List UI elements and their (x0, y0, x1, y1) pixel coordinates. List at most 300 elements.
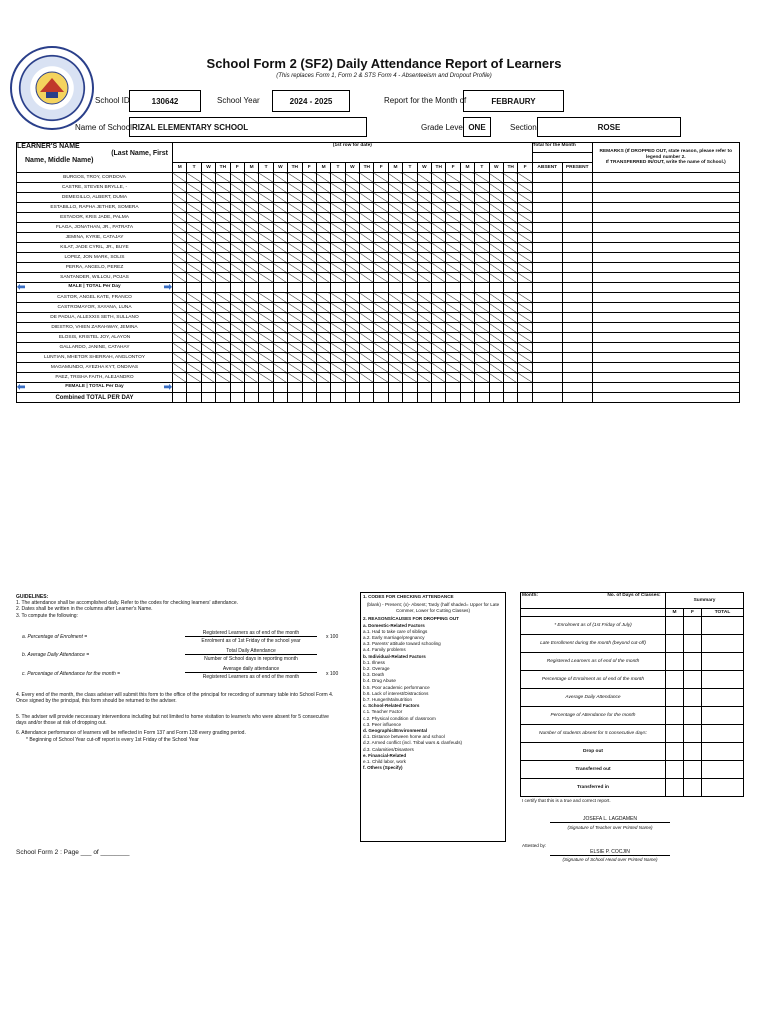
attendance-cell[interactable] (316, 243, 330, 253)
attendance-cell[interactable] (331, 233, 345, 243)
attendance-cell[interactable] (244, 193, 258, 203)
total-cell[interactable] (489, 383, 503, 393)
attendance-cell[interactable] (201, 253, 215, 263)
attendance-cell[interactable] (475, 183, 489, 193)
absent-total-cell[interactable] (532, 293, 562, 303)
attendance-cell[interactable] (187, 273, 201, 283)
attendance-cell[interactable] (216, 373, 230, 383)
summary-value-cell[interactable] (702, 707, 744, 725)
attendance-cell[interactable] (503, 343, 517, 353)
attendance-cell[interactable] (345, 303, 359, 313)
summary-value-cell[interactable] (702, 689, 744, 707)
attendance-cell[interactable] (403, 373, 417, 383)
attendance-cell[interactable] (173, 243, 187, 253)
attendance-cell[interactable] (216, 233, 230, 243)
attendance-cell[interactable] (216, 353, 230, 363)
attendance-cell[interactable] (388, 313, 402, 323)
attendance-cell[interactable] (173, 343, 187, 353)
remarks-cell[interactable] (592, 253, 739, 263)
attendance-cell[interactable] (187, 363, 201, 373)
attendance-cell[interactable] (230, 323, 244, 333)
attendance-cell[interactable] (388, 293, 402, 303)
attendance-cell[interactable] (173, 213, 187, 223)
attendance-cell[interactable] (518, 363, 532, 373)
attendance-cell[interactable] (518, 333, 532, 343)
total-cell[interactable] (187, 283, 201, 293)
summary-value-cell[interactable] (702, 725, 744, 743)
attendance-cell[interactable] (475, 303, 489, 313)
absent-total-cell[interactable] (532, 323, 562, 333)
total-cell[interactable] (201, 393, 215, 403)
total-cell[interactable] (403, 393, 417, 403)
attendance-cell[interactable] (331, 313, 345, 323)
total-cell[interactable] (201, 383, 215, 393)
attendance-cell[interactable] (489, 253, 503, 263)
attendance-cell[interactable] (417, 373, 431, 383)
absent-total-cell[interactable] (532, 273, 562, 283)
attendance-cell[interactable] (331, 303, 345, 313)
attendance-cell[interactable] (475, 253, 489, 263)
attendance-cell[interactable] (216, 313, 230, 323)
total-cell[interactable] (388, 283, 402, 293)
attendance-cell[interactable] (460, 303, 474, 313)
attendance-cell[interactable] (446, 303, 460, 313)
attendance-cell[interactable] (273, 293, 287, 303)
attendance-cell[interactable] (288, 223, 302, 233)
summary-value-cell[interactable] (666, 617, 684, 635)
attendance-cell[interactable] (259, 363, 273, 373)
attendance-cell[interactable] (288, 233, 302, 243)
attendance-cell[interactable] (201, 233, 215, 243)
total-cell[interactable] (331, 283, 345, 293)
attendance-cell[interactable] (187, 243, 201, 253)
attendance-cell[interactable] (446, 293, 460, 303)
attendance-cell[interactable] (518, 343, 532, 353)
total-cell[interactable] (302, 383, 316, 393)
attendance-cell[interactable] (316, 343, 330, 353)
attendance-cell[interactable] (503, 173, 517, 183)
attendance-cell[interactable] (417, 303, 431, 313)
attendance-cell[interactable] (302, 343, 316, 353)
attendance-cell[interactable] (374, 293, 388, 303)
attendance-cell[interactable] (403, 223, 417, 233)
attendance-cell[interactable] (518, 233, 532, 243)
attendance-cell[interactable] (503, 313, 517, 323)
attendance-cell[interactable] (302, 333, 316, 343)
attendance-cell[interactable] (288, 243, 302, 253)
absent-total-cell[interactable] (532, 213, 562, 223)
absent-total-cell[interactable] (532, 173, 562, 183)
present-total-cell[interactable] (562, 203, 592, 213)
attendance-cell[interactable] (489, 303, 503, 313)
attendance-cell[interactable] (302, 253, 316, 263)
attendance-cell[interactable] (345, 313, 359, 323)
attendance-cell[interactable] (403, 253, 417, 263)
attendance-cell[interactable] (331, 173, 345, 183)
total-cell[interactable] (475, 283, 489, 293)
attendance-cell[interactable] (475, 193, 489, 203)
attendance-cell[interactable] (273, 303, 287, 313)
remarks-cell[interactable] (592, 373, 739, 383)
summary-value-cell[interactable] (666, 635, 684, 653)
attendance-cell[interactable] (345, 173, 359, 183)
attendance-cell[interactable] (503, 353, 517, 363)
attendance-cell[interactable] (273, 183, 287, 193)
attendance-cell[interactable] (316, 223, 330, 233)
attendance-cell[interactable] (345, 373, 359, 383)
month-field[interactable]: FEBRAURY (463, 90, 564, 112)
present-total-cell[interactable] (562, 373, 592, 383)
attendance-cell[interactable] (259, 213, 273, 223)
attendance-cell[interactable] (475, 273, 489, 283)
attendance-cell[interactable] (216, 303, 230, 313)
total-cell[interactable] (316, 283, 330, 293)
attendance-cell[interactable] (432, 183, 446, 193)
attendance-cell[interactable] (273, 253, 287, 263)
summary-value-cell[interactable] (684, 779, 702, 797)
attendance-cell[interactable] (432, 223, 446, 233)
attendance-cell[interactable] (446, 233, 460, 243)
attendance-cell[interactable] (302, 263, 316, 273)
summary-value-cell[interactable] (684, 689, 702, 707)
attendance-cell[interactable] (244, 273, 258, 283)
absent-total-cell[interactable] (532, 393, 562, 403)
attendance-cell[interactable] (331, 333, 345, 343)
attendance-cell[interactable] (432, 293, 446, 303)
school-name-field[interactable]: RIZAL ELEMENTARY SCHOOL (129, 117, 367, 137)
attendance-cell[interactable] (288, 263, 302, 273)
attendance-cell[interactable] (259, 353, 273, 363)
attendance-cell[interactable] (503, 193, 517, 203)
absent-total-cell[interactable] (532, 203, 562, 213)
attendance-cell[interactable] (345, 263, 359, 273)
attendance-cell[interactable] (216, 223, 230, 233)
attendance-cell[interactable] (201, 293, 215, 303)
attendance-cell[interactable] (331, 363, 345, 373)
attendance-cell[interactable] (446, 363, 460, 373)
present-total-cell[interactable] (562, 353, 592, 363)
total-cell[interactable] (475, 393, 489, 403)
attendance-cell[interactable] (432, 313, 446, 323)
total-cell[interactable] (446, 393, 460, 403)
attendance-cell[interactable] (374, 233, 388, 243)
attendance-cell[interactable] (503, 203, 517, 213)
total-cell[interactable] (173, 283, 187, 293)
total-cell[interactable] (475, 383, 489, 393)
total-cell[interactable] (244, 283, 258, 293)
attendance-cell[interactable] (316, 183, 330, 193)
attendance-cell[interactable] (518, 183, 532, 193)
attendance-cell[interactable] (518, 223, 532, 233)
attendance-cell[interactable] (417, 193, 431, 203)
attendance-cell[interactable] (244, 233, 258, 243)
total-cell[interactable] (403, 283, 417, 293)
attendance-cell[interactable] (460, 183, 474, 193)
total-cell[interactable] (244, 383, 258, 393)
attendance-cell[interactable] (201, 273, 215, 283)
attendance-cell[interactable] (417, 323, 431, 333)
attendance-cell[interactable] (187, 333, 201, 343)
attendance-cell[interactable] (475, 323, 489, 333)
attendance-cell[interactable] (331, 213, 345, 223)
attendance-cell[interactable] (417, 253, 431, 263)
attendance-cell[interactable] (273, 363, 287, 373)
total-cell[interactable] (489, 283, 503, 293)
attendance-cell[interactable] (446, 313, 460, 323)
attendance-cell[interactable] (345, 363, 359, 373)
attendance-cell[interactable] (216, 293, 230, 303)
total-cell[interactable] (518, 383, 532, 393)
total-cell[interactable] (489, 393, 503, 403)
attendance-cell[interactable] (216, 193, 230, 203)
attendance-cell[interactable] (187, 253, 201, 263)
attendance-cell[interactable] (302, 223, 316, 233)
attendance-cell[interactable] (244, 183, 258, 193)
attendance-cell[interactable] (503, 373, 517, 383)
total-cell[interactable] (302, 393, 316, 403)
attendance-cell[interactable] (374, 263, 388, 273)
absent-total-cell[interactable] (532, 363, 562, 373)
attendance-cell[interactable] (374, 183, 388, 193)
attendance-cell[interactable] (360, 363, 374, 373)
summary-value-cell[interactable] (666, 689, 684, 707)
attendance-cell[interactable] (360, 193, 374, 203)
attendance-cell[interactable] (417, 333, 431, 343)
attendance-cell[interactable] (374, 323, 388, 333)
attendance-cell[interactable] (244, 353, 258, 363)
summary-value-cell[interactable] (684, 635, 702, 653)
attendance-cell[interactable] (460, 173, 474, 183)
total-cell[interactable] (446, 383, 460, 393)
attendance-cell[interactable] (388, 213, 402, 223)
attendance-cell[interactable] (302, 173, 316, 183)
attendance-cell[interactable] (475, 263, 489, 273)
attendance-cell[interactable] (230, 263, 244, 273)
attendance-cell[interactable] (288, 253, 302, 263)
attendance-cell[interactable] (432, 343, 446, 353)
attendance-cell[interactable] (388, 273, 402, 283)
attendance-cell[interactable] (432, 193, 446, 203)
total-cell[interactable] (503, 393, 517, 403)
attendance-cell[interactable] (460, 373, 474, 383)
attendance-cell[interactable] (201, 323, 215, 333)
attendance-cell[interactable] (518, 273, 532, 283)
attendance-cell[interactable] (302, 213, 316, 223)
attendance-cell[interactable] (345, 233, 359, 243)
attendance-cell[interactable] (518, 293, 532, 303)
attendance-cell[interactable] (503, 243, 517, 253)
attendance-cell[interactable] (345, 333, 359, 343)
remarks-cell[interactable] (592, 293, 739, 303)
total-cell[interactable] (316, 393, 330, 403)
attendance-cell[interactable] (489, 213, 503, 223)
total-cell[interactable] (345, 383, 359, 393)
attendance-cell[interactable] (273, 343, 287, 353)
attendance-cell[interactable] (475, 343, 489, 353)
remarks-cell[interactable] (592, 323, 739, 333)
attendance-cell[interactable] (446, 223, 460, 233)
attendance-cell[interactable] (489, 323, 503, 333)
attendance-cell[interactable] (503, 183, 517, 193)
remarks-cell[interactable] (592, 173, 739, 183)
attendance-cell[interactable] (460, 213, 474, 223)
total-cell[interactable] (230, 393, 244, 403)
attendance-cell[interactable] (403, 313, 417, 323)
attendance-cell[interactable] (518, 303, 532, 313)
remarks-cell[interactable] (592, 243, 739, 253)
attendance-cell[interactable] (432, 253, 446, 263)
attendance-cell[interactable] (201, 333, 215, 343)
attendance-cell[interactable] (388, 183, 402, 193)
attendance-cell[interactable] (388, 363, 402, 373)
attendance-cell[interactable] (475, 233, 489, 243)
attendance-cell[interactable] (489, 353, 503, 363)
attendance-cell[interactable] (417, 273, 431, 283)
attendance-cell[interactable] (446, 253, 460, 263)
attendance-cell[interactable] (259, 173, 273, 183)
attendance-cell[interactable] (460, 253, 474, 263)
absent-total-cell[interactable] (532, 243, 562, 253)
absent-total-cell[interactable] (532, 313, 562, 323)
summary-value-cell[interactable] (666, 779, 684, 797)
total-cell[interactable] (345, 393, 359, 403)
attendance-cell[interactable] (259, 233, 273, 243)
school-id-field[interactable]: 130642 (129, 90, 201, 112)
attendance-cell[interactable] (201, 223, 215, 233)
attendance-cell[interactable] (187, 203, 201, 213)
attendance-cell[interactable] (302, 183, 316, 193)
attendance-cell[interactable] (345, 203, 359, 213)
attendance-cell[interactable] (230, 333, 244, 343)
attendance-cell[interactable] (244, 303, 258, 313)
attendance-cell[interactable] (518, 213, 532, 223)
present-total-cell[interactable] (562, 183, 592, 193)
attendance-cell[interactable] (259, 193, 273, 203)
attendance-cell[interactable] (417, 173, 431, 183)
attendance-cell[interactable] (460, 353, 474, 363)
attendance-cell[interactable] (388, 203, 402, 213)
total-cell[interactable] (201, 283, 215, 293)
remarks-cell[interactable] (592, 383, 739, 393)
attendance-cell[interactable] (173, 193, 187, 203)
attendance-cell[interactable] (374, 213, 388, 223)
attendance-cell[interactable] (432, 233, 446, 243)
summary-value-cell[interactable] (666, 707, 684, 725)
remarks-cell[interactable] (592, 223, 739, 233)
remarks-cell[interactable] (592, 333, 739, 343)
attendance-cell[interactable] (475, 203, 489, 213)
summary-value-cell[interactable] (666, 743, 684, 761)
attendance-cell[interactable] (432, 323, 446, 333)
attendance-cell[interactable] (475, 213, 489, 223)
total-cell[interactable] (187, 393, 201, 403)
attendance-cell[interactable] (489, 183, 503, 193)
present-total-cell[interactable] (562, 263, 592, 273)
total-cell[interactable] (216, 393, 230, 403)
total-cell[interactable] (417, 393, 431, 403)
total-cell[interactable] (331, 393, 345, 403)
remarks-cell[interactable] (592, 263, 739, 273)
attendance-cell[interactable] (244, 323, 258, 333)
attendance-cell[interactable] (489, 243, 503, 253)
attendance-cell[interactable] (518, 173, 532, 183)
attendance-cell[interactable] (475, 243, 489, 253)
attendance-cell[interactable] (201, 263, 215, 273)
attendance-cell[interactable] (331, 273, 345, 283)
attendance-cell[interactable] (173, 253, 187, 263)
total-cell[interactable] (360, 283, 374, 293)
total-cell[interactable] (288, 393, 302, 403)
attendance-cell[interactable] (475, 363, 489, 373)
attendance-cell[interactable] (475, 223, 489, 233)
attendance-cell[interactable] (288, 313, 302, 323)
present-total-cell[interactable] (562, 343, 592, 353)
total-cell[interactable] (259, 383, 273, 393)
attendance-cell[interactable] (216, 343, 230, 353)
attendance-cell[interactable] (417, 243, 431, 253)
attendance-cell[interactable] (374, 363, 388, 373)
attendance-cell[interactable] (187, 173, 201, 183)
absent-total-cell[interactable] (532, 343, 562, 353)
attendance-cell[interactable] (417, 203, 431, 213)
attendance-cell[interactable] (331, 253, 345, 263)
summary-value-cell[interactable] (684, 743, 702, 761)
attendance-cell[interactable] (230, 253, 244, 263)
summary-value-cell[interactable] (684, 653, 702, 671)
remarks-cell[interactable] (592, 193, 739, 203)
attendance-cell[interactable] (460, 233, 474, 243)
attendance-cell[interactable] (244, 203, 258, 213)
attendance-cell[interactable] (201, 213, 215, 223)
attendance-cell[interactable] (302, 313, 316, 323)
attendance-cell[interactable] (216, 323, 230, 333)
attendance-cell[interactable] (173, 183, 187, 193)
attendance-cell[interactable] (403, 273, 417, 283)
total-cell[interactable] (417, 283, 431, 293)
attendance-cell[interactable] (302, 293, 316, 303)
attendance-cell[interactable] (489, 333, 503, 343)
attendance-cell[interactable] (503, 233, 517, 243)
total-cell[interactable] (331, 383, 345, 393)
attendance-cell[interactable] (360, 263, 374, 273)
attendance-cell[interactable] (345, 273, 359, 283)
attendance-cell[interactable] (201, 363, 215, 373)
summary-value-cell[interactable] (684, 617, 702, 635)
attendance-cell[interactable] (187, 303, 201, 313)
present-total-cell[interactable] (562, 363, 592, 373)
attendance-cell[interactable] (288, 213, 302, 223)
attendance-cell[interactable] (388, 303, 402, 313)
attendance-cell[interactable] (302, 193, 316, 203)
attendance-cell[interactable] (503, 303, 517, 313)
attendance-cell[interactable] (503, 333, 517, 343)
total-cell[interactable] (345, 283, 359, 293)
attendance-cell[interactable] (345, 193, 359, 203)
attendance-cell[interactable] (360, 353, 374, 363)
total-cell[interactable] (273, 393, 287, 403)
attendance-cell[interactable] (173, 333, 187, 343)
attendance-cell[interactable] (403, 233, 417, 243)
attendance-cell[interactable] (244, 363, 258, 373)
attendance-cell[interactable] (432, 243, 446, 253)
attendance-cell[interactable] (216, 183, 230, 193)
remarks-cell[interactable] (592, 203, 739, 213)
total-cell[interactable] (259, 393, 273, 403)
attendance-cell[interactable] (230, 313, 244, 323)
attendance-cell[interactable] (173, 313, 187, 323)
attendance-cell[interactable] (345, 213, 359, 223)
attendance-cell[interactable] (374, 303, 388, 313)
